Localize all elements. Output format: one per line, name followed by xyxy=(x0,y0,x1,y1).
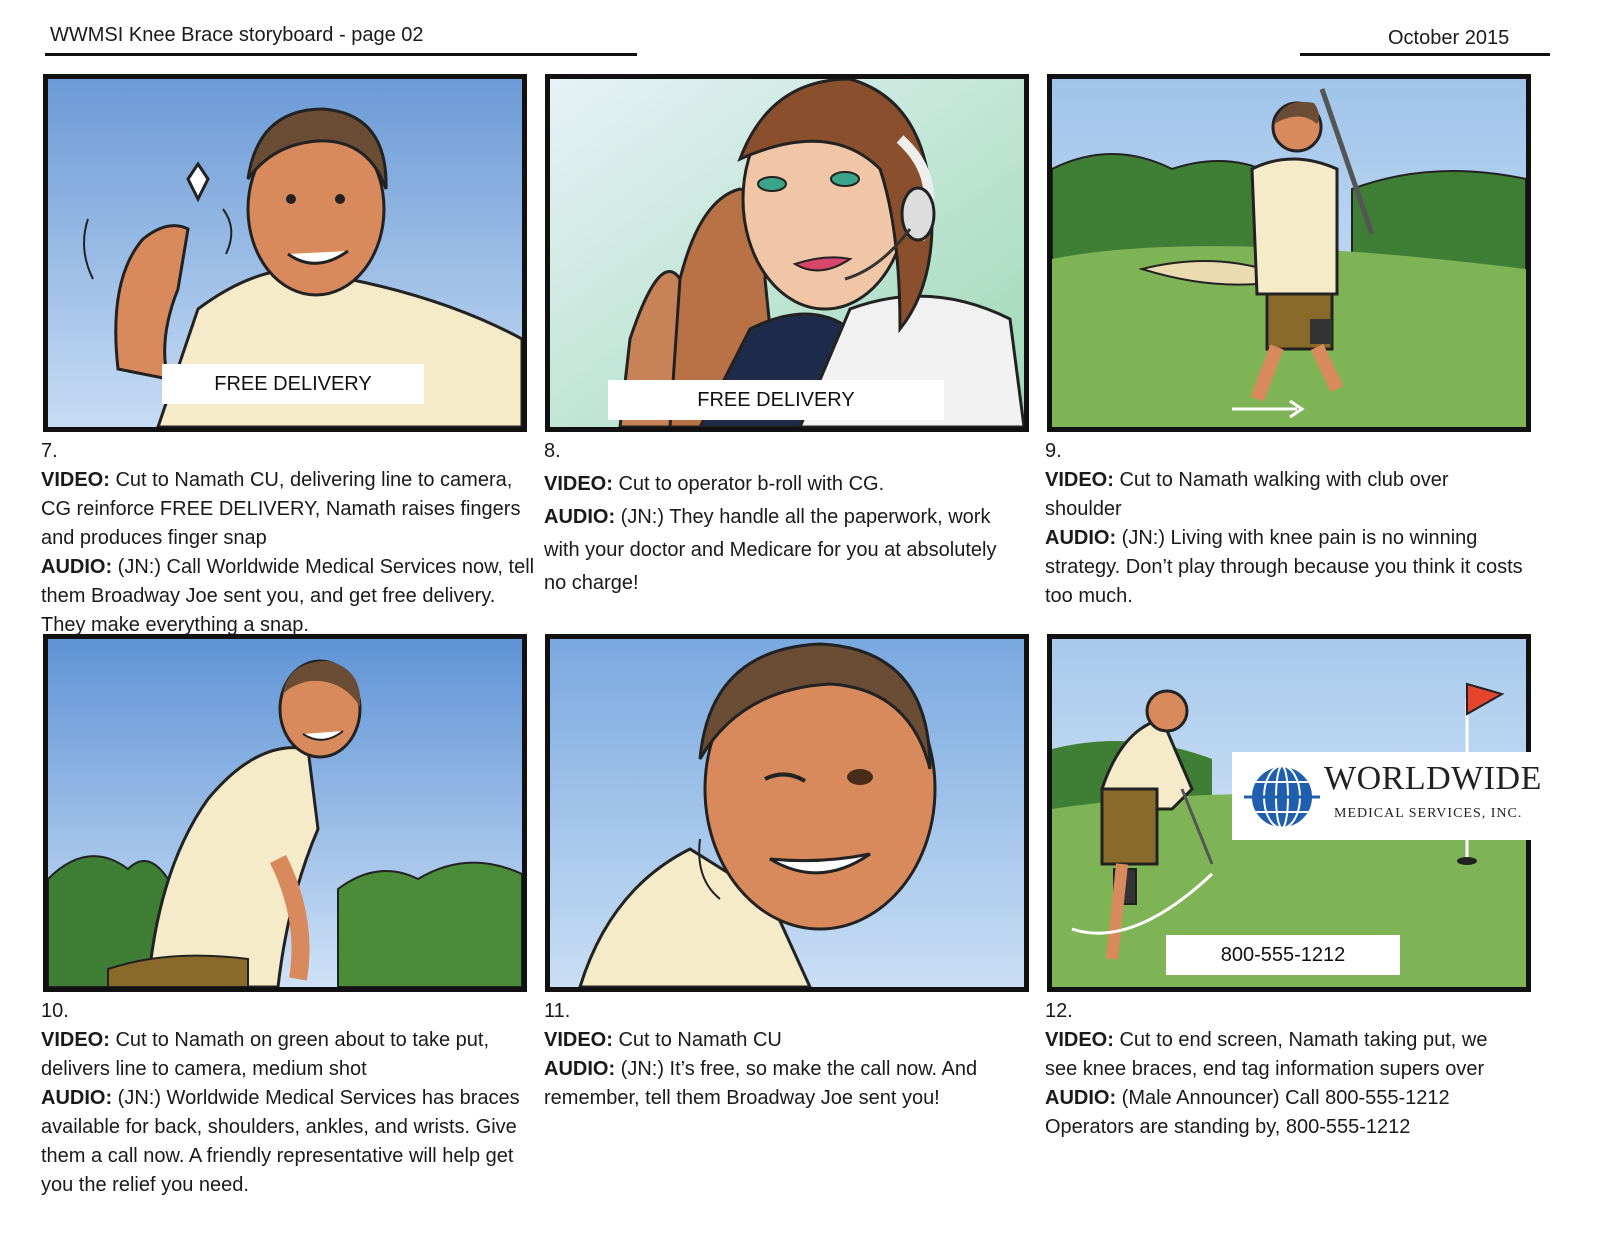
audio-label: AUDIO: xyxy=(41,1087,113,1109)
panel-9-description xyxy=(1045,437,1525,611)
logo-wordmark: WORLDWIDE xyxy=(1324,760,1542,797)
panel-11-illustration xyxy=(550,639,1024,987)
panel-8-description xyxy=(544,435,1024,600)
panel-11-video: Cut to Namath CU xyxy=(618,1029,782,1051)
panel-10-frame xyxy=(43,634,527,992)
panel-10-number: 10. xyxy=(41,1000,69,1022)
audio-label: AUDIO: xyxy=(1045,1087,1117,1109)
panel-9-video: Cut to Namath walking with club over shoulder xyxy=(1045,469,1449,520)
panel-9-illustration xyxy=(1052,79,1526,427)
panel-12-video: Cut to end screen, Namath taking put, we see knee braces, end tag information supers over xyxy=(1045,1029,1488,1080)
panel-8-frame xyxy=(545,74,1029,432)
panel-9-number: 9. xyxy=(1045,440,1062,462)
panel-11-description xyxy=(544,997,1014,1113)
video-label: VIDEO: xyxy=(544,1029,613,1051)
globe-icon xyxy=(1244,762,1320,832)
header-rule-right xyxy=(1300,53,1550,56)
panel-7-number: 7. xyxy=(41,440,58,462)
panel-10-description xyxy=(41,997,531,1200)
panel-7-audio: (JN:) Call Worldwide Medical Services now, tell them Broadway Joe sent you, and get free delivery. They make everything a snap. xyxy=(41,556,535,636)
document-title: WWMSI Knee Brace storyboard - page 02 xyxy=(50,24,424,46)
video-label: VIDEO: xyxy=(1045,469,1114,491)
panel-8-number: 8. xyxy=(544,440,561,462)
audio-label: AUDIO: xyxy=(544,1058,616,1080)
panel-7-video: Cut to Namath CU, delivering line to camera, CG reinforce FREE DELIVERY, Namath raises fingers and produces finger snap xyxy=(41,469,521,549)
video-label: VIDEO: xyxy=(41,469,110,491)
video-label: VIDEO: xyxy=(544,473,613,495)
panel-11-number: 11. xyxy=(544,1000,571,1022)
panel-8-video: Cut to operator b-roll with CG. xyxy=(618,473,885,495)
video-label: VIDEO: xyxy=(41,1029,110,1051)
panel-8-caption: FREE DELIVERY xyxy=(608,380,944,420)
panel-12-description xyxy=(1045,997,1525,1142)
panel-12-caption: 800-555-1212 xyxy=(1166,935,1400,975)
panel-12-audio: (Male Announcer) Call 800-555-1212 Operators are standing by, 800-555-1212 xyxy=(1045,1087,1450,1138)
audio-label: AUDIO: xyxy=(41,556,113,578)
audio-label: AUDIO: xyxy=(1045,527,1117,549)
panel-8-audio: (JN:) They handle all the paperwork, work with your doctor and Medicare for you at absolutely no charge! xyxy=(544,506,997,594)
video-label: VIDEO: xyxy=(1045,1029,1114,1051)
audio-label: AUDIO: xyxy=(544,506,616,528)
panel-7-description xyxy=(41,437,541,640)
panel-12-number: 12. xyxy=(1045,1000,1073,1022)
document-date: October 2015 xyxy=(1388,27,1510,49)
worldwide-logo xyxy=(1232,752,1542,840)
panel-11-frame xyxy=(545,634,1029,992)
logo-subtitle: MEDICAL SERVICES, INC. xyxy=(1334,806,1523,821)
panel-11-audio: (JN:) It’s free, so make the call now. And remember, tell them Broadway Joe sent you! xyxy=(544,1058,978,1109)
panel-9-frame xyxy=(1047,74,1531,432)
panel-10-video: Cut to Namath on green about to take put, delivers line to camera, medium shot xyxy=(41,1029,490,1080)
panel-7-caption: FREE DELIVERY xyxy=(162,364,424,404)
panel-10-illustration xyxy=(48,639,522,987)
header-rule-left xyxy=(45,53,637,56)
panel-9-audio: (JN:) Living with knee pain is no winning strategy. Don’t play through because you think it costs too much. xyxy=(1045,527,1523,607)
panel-10-audio: (JN:) Worldwide Medical Services has braces available for back, shoulders, ankles, and wrists. Give them a call now. A friendly representative will help get you the relief you need. xyxy=(41,1087,520,1196)
panel-8-illustration xyxy=(550,79,1024,427)
